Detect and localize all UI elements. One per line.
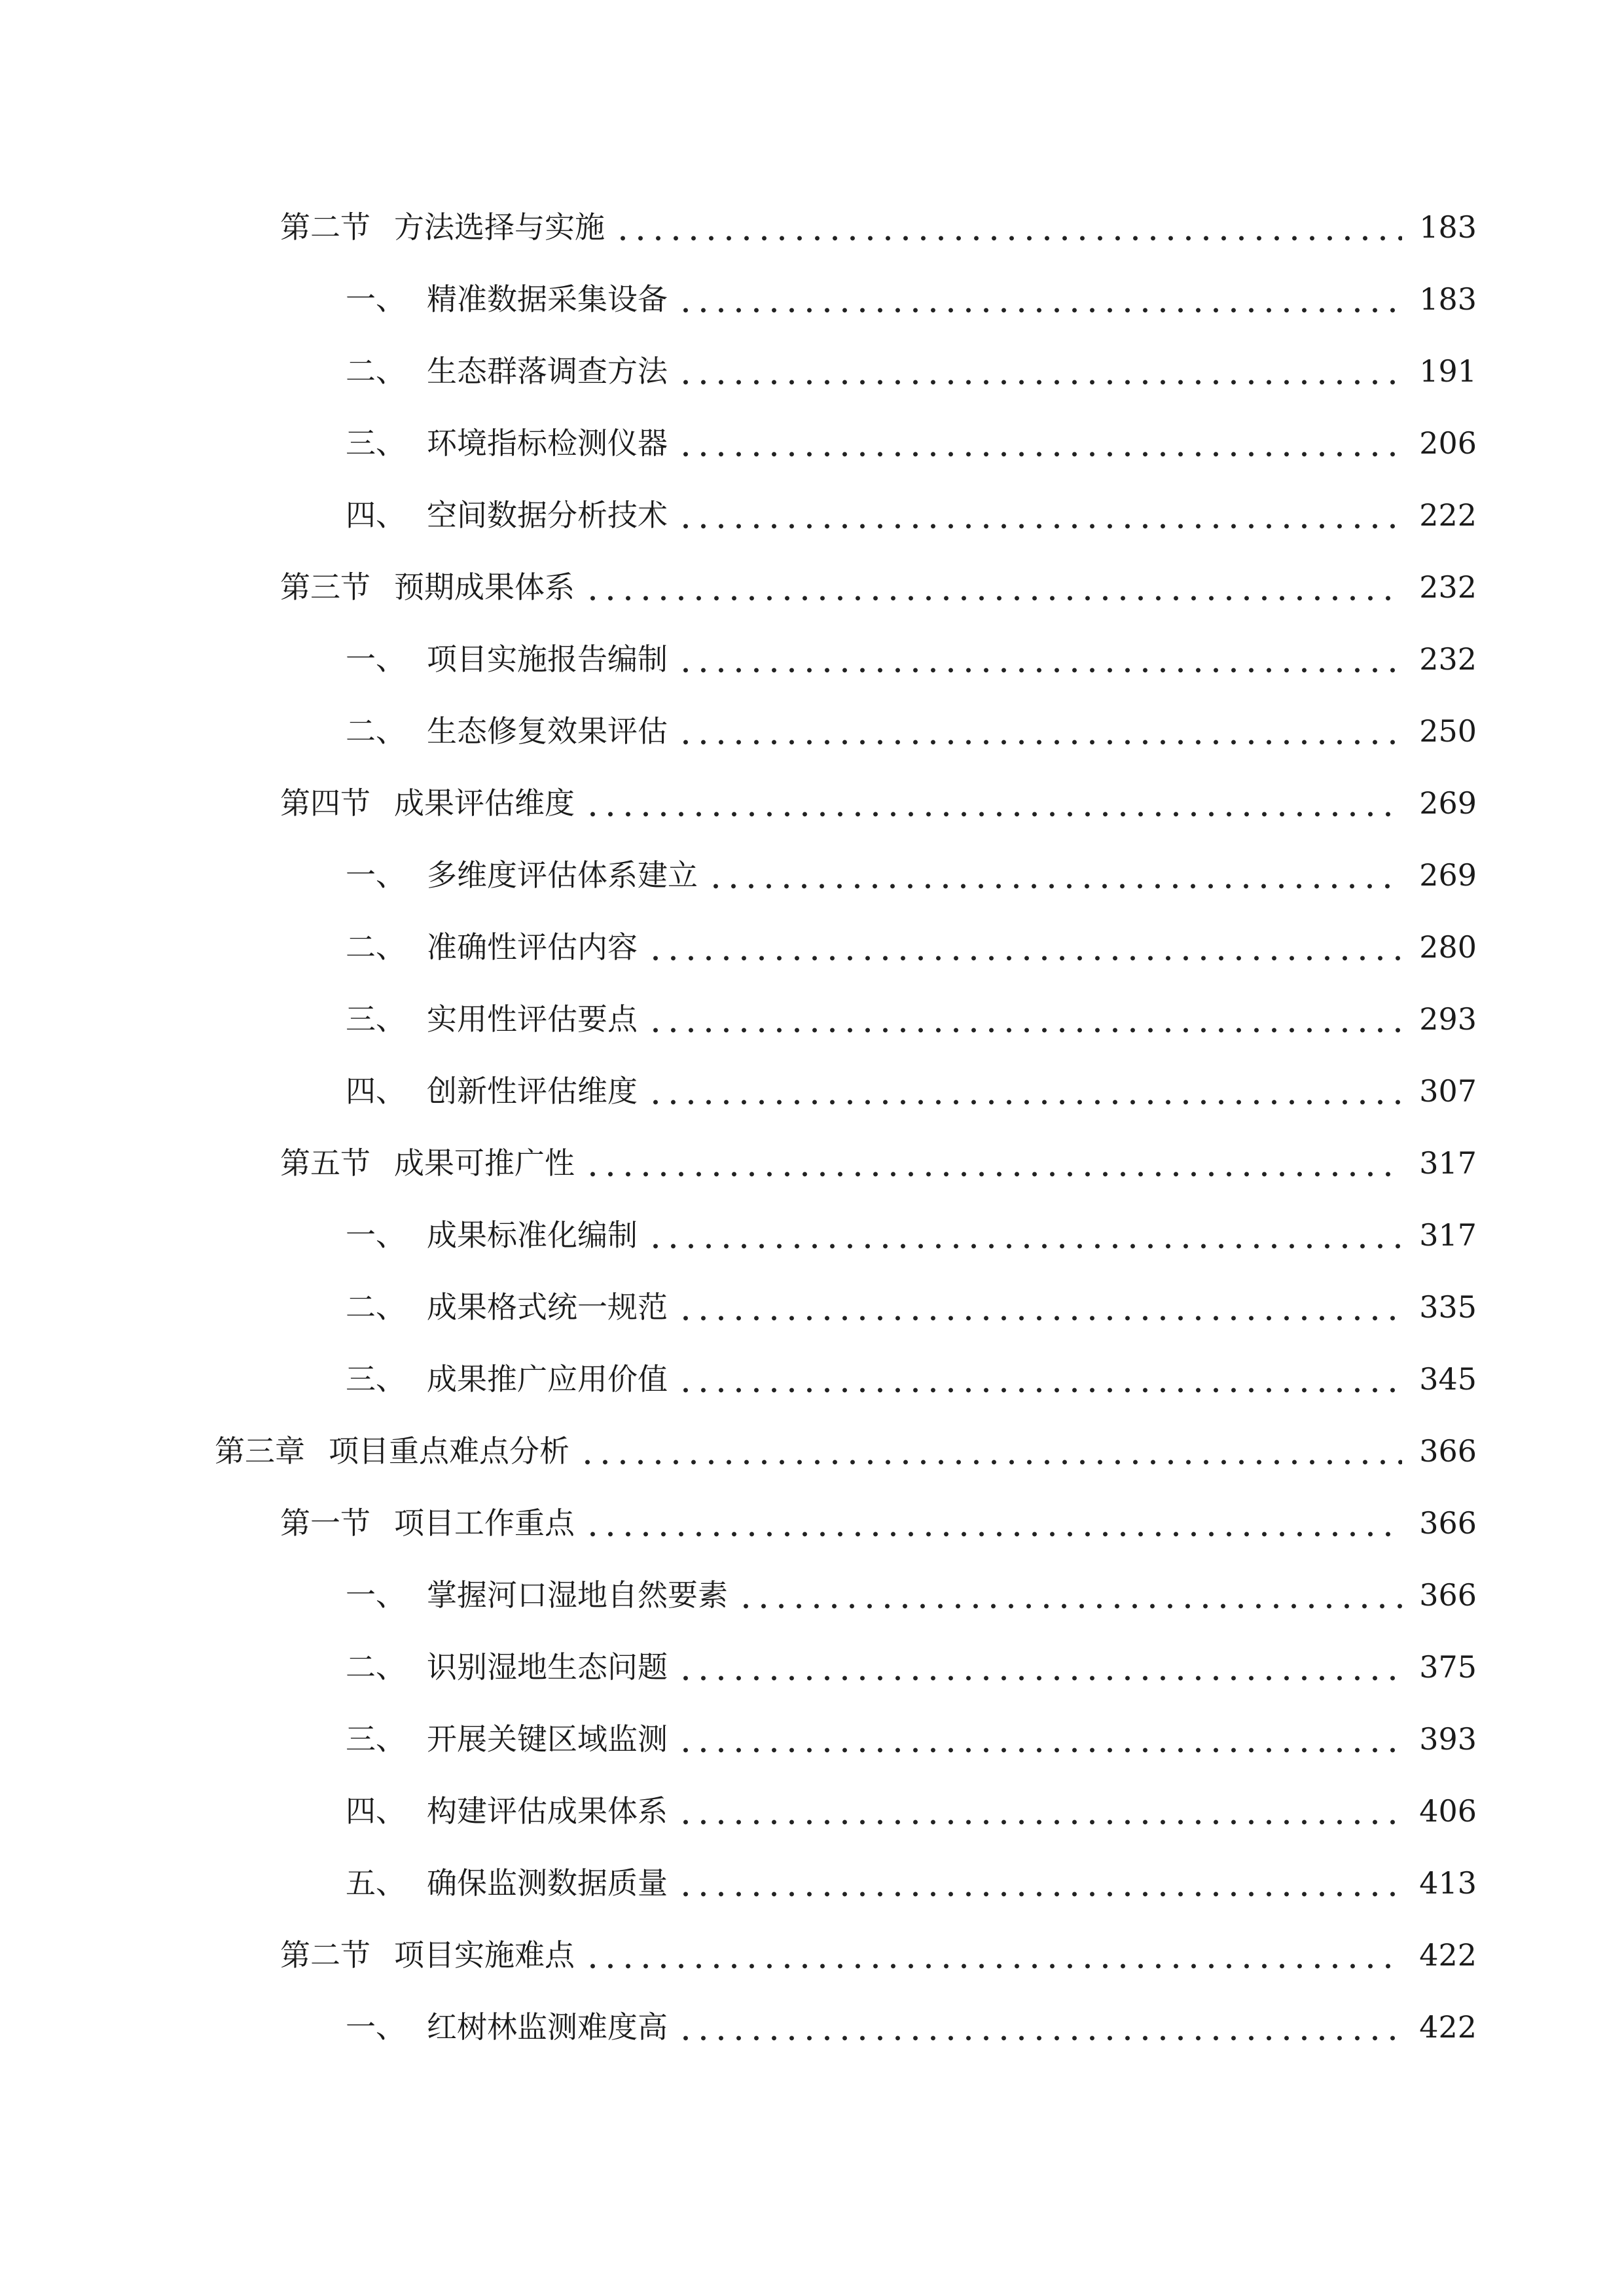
dot-leader — [647, 1076, 1402, 1106]
toc-entry-label — [346, 497, 668, 533]
toc-entry-label — [280, 1505, 575, 1541]
toc-entry-item[interactable] — [0, 623, 1624, 695]
dot-leader — [647, 932, 1402, 962]
dot-leader — [677, 1724, 1402, 1754]
toc-entry-title: 开展关键区域监测 — [427, 1721, 668, 1757]
toc-entry-number: 三、 — [346, 425, 406, 461]
toc-entry-number: 五、 — [346, 1865, 406, 1901]
toc-entry-title: 确保监测数据质量 — [427, 1865, 668, 1901]
dot-leader — [677, 644, 1402, 674]
toc-entry-number: 第二节 — [280, 209, 370, 245]
toc-entry-page-number: 317 — [1419, 1145, 1477, 1181]
toc-entry-item[interactable] — [0, 1343, 1624, 1415]
toc-entry-page-number: 317 — [1419, 1217, 1477, 1253]
toc-entry-page-number: 307 — [1419, 1073, 1477, 1109]
toc-entry-item[interactable] — [0, 1199, 1624, 1271]
toc-entry-item[interactable] — [0, 1055, 1624, 1127]
toc-entry-title: 预期成果体系 — [394, 569, 575, 605]
toc-entry-page-number: 232 — [1419, 569, 1477, 605]
dot-leader — [677, 1796, 1402, 1826]
toc-entry-page-number: 183 — [1419, 281, 1477, 317]
toc-entry-item[interactable] — [0, 983, 1624, 1055]
dot-leader — [584, 1148, 1402, 1178]
dot-leader — [584, 788, 1402, 818]
toc-entry-title: 精准数据采集设备 — [427, 281, 668, 317]
toc-entry-page-number: 232 — [1419, 641, 1477, 677]
toc-entry-title: 成果标准化编制 — [427, 1217, 638, 1253]
toc-entry-item[interactable] — [0, 1703, 1624, 1775]
toc-entry-number: 第四节 — [280, 785, 370, 821]
toc-entry-page-number: 413 — [1419, 1865, 1477, 1901]
dot-leader — [677, 356, 1402, 386]
toc-entry-page-number: 280 — [1419, 929, 1477, 965]
toc-entry-page-number: 222 — [1419, 497, 1477, 533]
dot-leader — [677, 1364, 1402, 1394]
toc-entry-number: 第二节 — [280, 1937, 370, 1973]
toc-entry-section[interactable] — [0, 1127, 1624, 1199]
dot-leader — [677, 1652, 1402, 1682]
toc-entry-page-number: 269 — [1419, 857, 1477, 893]
toc-entry-label — [280, 785, 575, 821]
dot-leader — [647, 1004, 1402, 1034]
toc-entry-page-number: 269 — [1419, 785, 1477, 821]
toc-entry-page-number: 183 — [1419, 209, 1477, 245]
toc-entry-page-number: 393 — [1419, 1721, 1477, 1757]
toc-entry-section[interactable] — [0, 1919, 1624, 1991]
toc-entry-item[interactable] — [0, 263, 1624, 335]
toc-entry-item[interactable] — [0, 695, 1624, 767]
toc-entry-section[interactable] — [0, 191, 1624, 263]
toc-entry-title: 生态群落调查方法 — [427, 353, 668, 389]
toc-entry-page-number: 406 — [1419, 1793, 1477, 1829]
toc-entry-page-number: 375 — [1419, 1649, 1477, 1685]
toc-entry-title: 成果推广应用价值 — [427, 1361, 668, 1397]
dot-leader — [707, 860, 1402, 890]
toc-entry-title: 方法选择与实施 — [394, 209, 605, 245]
toc-entry-item[interactable] — [0, 1271, 1624, 1343]
toc-entry-number: 二、 — [346, 353, 406, 389]
toc-entry-label — [346, 1361, 668, 1397]
toc-entry-title: 生态修复效果评估 — [427, 713, 668, 749]
dot-leader — [579, 1436, 1402, 1466]
dot-leader — [614, 212, 1402, 242]
dot-leader — [584, 1940, 1402, 1970]
toc-entry-label — [346, 353, 668, 389]
toc-entry-label — [346, 1649, 668, 1685]
dot-leader — [584, 572, 1402, 602]
toc-entry-title: 红树林监测难度高 — [427, 2009, 668, 2045]
toc-entry-number: 一、 — [346, 641, 406, 677]
toc-entry-label — [280, 1937, 575, 1973]
toc-entry-item[interactable] — [0, 911, 1624, 983]
toc-entry-title: 识别湿地生态问题 — [427, 1649, 668, 1685]
toc-entry-number: 二、 — [346, 713, 406, 749]
toc-entry-title: 成果可推广性 — [394, 1145, 575, 1181]
toc-entry-label — [346, 1073, 638, 1109]
toc-entry-section[interactable] — [0, 1487, 1624, 1559]
toc-entry-page-number: 335 — [1419, 1289, 1477, 1325]
toc-entry-page-number: 191 — [1419, 353, 1477, 389]
toc-entry-number: 四、 — [346, 497, 406, 533]
toc-entry-page-number: 366 — [1419, 1433, 1477, 1469]
dot-leader — [677, 2012, 1402, 2042]
toc-entry-number: 四、 — [346, 1073, 406, 1109]
dot-leader — [737, 1580, 1402, 1610]
toc-entry-number: 第三章 — [215, 1433, 305, 1469]
toc-entry-title: 掌握河口湿地自然要素 — [427, 1577, 728, 1613]
toc-entry-label — [346, 857, 698, 893]
dot-leader — [677, 1868, 1402, 1898]
toc-entry-number: 三、 — [346, 1721, 406, 1757]
toc-entry-title: 项目工作重点 — [394, 1505, 575, 1541]
toc-entry-label — [280, 1145, 575, 1181]
toc-entry-title: 项目重点难点分析 — [329, 1433, 569, 1469]
toc-entry-title: 创新性评估维度 — [427, 1073, 638, 1109]
toc-entry-number: 第五节 — [280, 1145, 370, 1181]
toc-entry-number: 二、 — [346, 1649, 406, 1685]
toc-entry-page-number: 422 — [1419, 1937, 1477, 1973]
toc-entry-number: 三、 — [346, 1001, 406, 1037]
toc-entry-page-number: 422 — [1419, 2009, 1477, 2045]
toc-entry-chapter[interactable] — [0, 1415, 1624, 1487]
toc-entry-item[interactable] — [0, 479, 1624, 551]
toc-entry-title: 准确性评估内容 — [427, 929, 638, 965]
dot-leader — [584, 1508, 1402, 1538]
toc-entry-page-number: 366 — [1419, 1505, 1477, 1541]
toc-entry-title: 项目实施难点 — [394, 1937, 575, 1973]
toc-entry-number: 四、 — [346, 1793, 406, 1829]
toc-entry-label — [346, 929, 638, 965]
toc-entry-number: 第一节 — [280, 1505, 370, 1541]
toc-entry-label — [346, 1289, 668, 1325]
toc-entry-item[interactable] — [0, 407, 1624, 479]
toc-entry-number: 一、 — [346, 1217, 406, 1253]
toc-entry-label — [280, 209, 605, 245]
toc-entry-title: 多维度评估体系建立 — [427, 857, 698, 893]
toc-entry-title: 成果格式统一规范 — [427, 1289, 668, 1325]
toc-entry-title: 项目实施报告编制 — [427, 641, 668, 677]
dot-leader — [677, 716, 1402, 746]
dot-leader — [647, 1220, 1402, 1250]
toc-entry-item[interactable] — [0, 1847, 1624, 1919]
toc-entry-page-number: 345 — [1419, 1361, 1477, 1397]
toc-entry-number: 一、 — [346, 1577, 406, 1613]
toc-entry-title: 实用性评估要点 — [427, 1001, 638, 1037]
toc-entry-number: 一、 — [346, 281, 406, 317]
toc-entry-page-number: 250 — [1419, 713, 1477, 749]
toc-entry-item[interactable] — [0, 1559, 1624, 1631]
toc-entry-number: 第三节 — [280, 569, 370, 605]
dot-leader — [677, 284, 1402, 314]
toc-entry-label — [346, 281, 668, 317]
toc-entry-item[interactable] — [0, 1991, 1624, 2063]
toc-entry-label — [346, 425, 668, 461]
table-of-contents — [0, 191, 1624, 2063]
toc-entry-number: 一、 — [346, 857, 406, 893]
toc-entry-number: 二、 — [346, 929, 406, 965]
toc-entry-title: 构建评估成果体系 — [427, 1793, 668, 1829]
toc-entry-label — [346, 1217, 638, 1253]
toc-entry-label — [346, 641, 668, 677]
toc-entry-number: 一、 — [346, 2009, 406, 2045]
dot-leader — [677, 500, 1402, 530]
toc-entry-page-number: 206 — [1419, 425, 1477, 461]
toc-entry-number: 三、 — [346, 1361, 406, 1397]
dot-leader — [677, 428, 1402, 458]
toc-entry-item[interactable] — [0, 1631, 1624, 1703]
toc-entry-label — [346, 713, 668, 749]
toc-entry-page-number: 293 — [1419, 1001, 1477, 1037]
toc-entry-title: 成果评估维度 — [394, 785, 575, 821]
toc-entry-title: 环境指标检测仪器 — [427, 425, 668, 461]
toc-entry-label — [346, 1793, 668, 1829]
toc-entry-label — [346, 2009, 668, 2045]
toc-entry-label — [346, 1721, 668, 1757]
toc-entry-label — [346, 1865, 668, 1901]
toc-entry-label — [280, 569, 575, 605]
dot-leader — [677, 1292, 1402, 1322]
toc-entry-item[interactable] — [0, 1775, 1624, 1847]
toc-entry-label — [346, 1577, 728, 1613]
toc-entry-item[interactable] — [0, 335, 1624, 407]
toc-entry-page-number: 366 — [1419, 1577, 1477, 1613]
toc-entry-label — [215, 1433, 569, 1469]
toc-entry-section[interactable] — [0, 551, 1624, 623]
toc-entry-label — [346, 1001, 638, 1037]
toc-entry-title: 空间数据分析技术 — [427, 497, 668, 533]
toc-entry-number: 二、 — [346, 1289, 406, 1325]
toc-entry-section[interactable] — [0, 767, 1624, 839]
toc-entry-item[interactable] — [0, 839, 1624, 911]
